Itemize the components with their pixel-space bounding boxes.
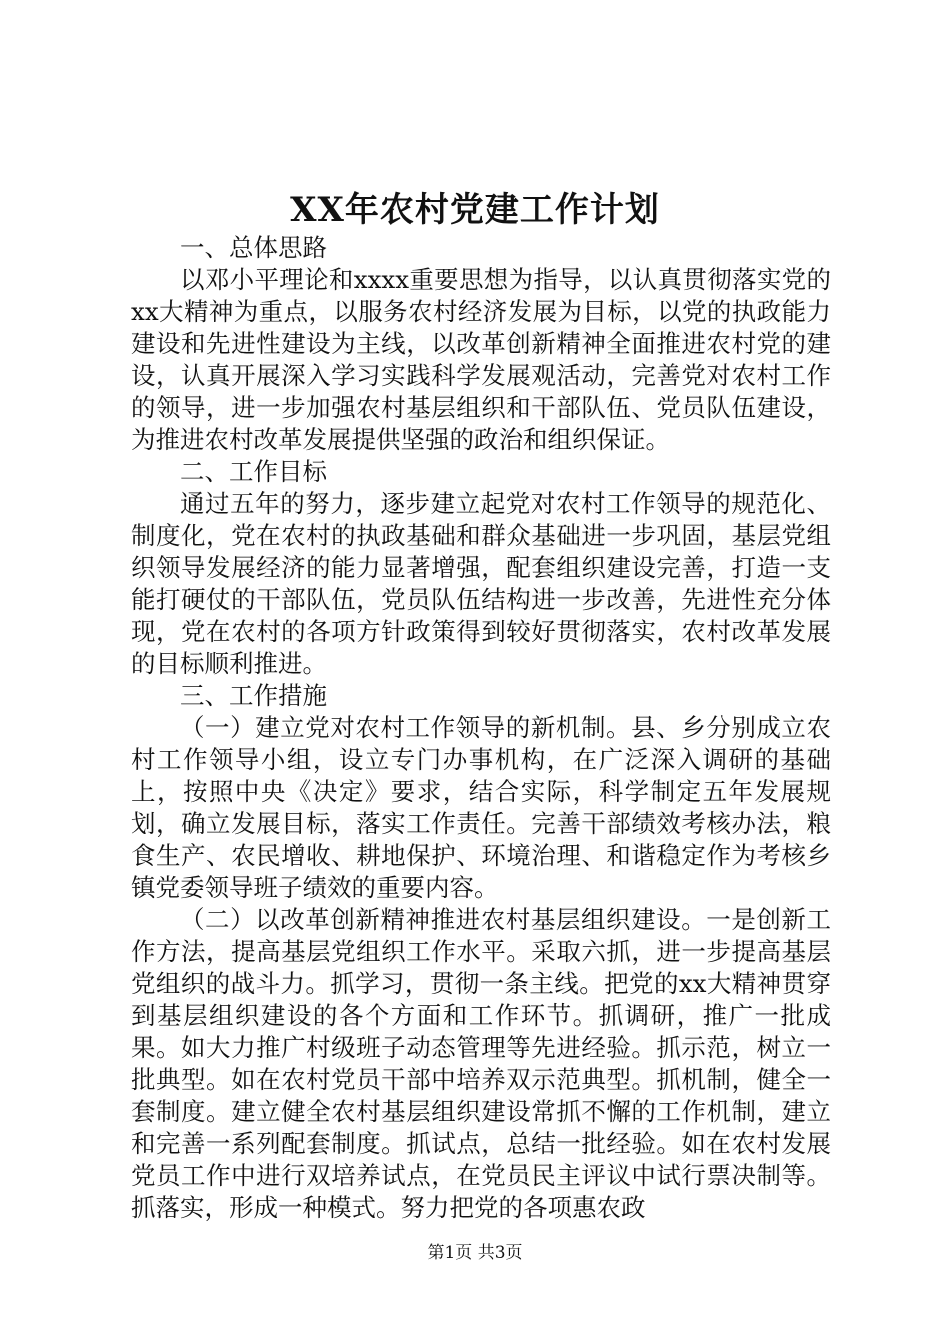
page-footer: 第1页 共3页 bbox=[427, 1243, 523, 1263]
section-heading-1: 一、总体思路 bbox=[180, 233, 327, 262]
paragraph-measure-1: （一）建立党对农村工作领导的新机制。县、乡分别成立农村工作领导小组，设立专门办事机构，在广泛深入调研的基础上，按照中央《决定》要求，结合实际，科学制定五年发展规划，确立发展目标，落实工作责任。完善干部绩效考核办法，粮食生产、农民增收、耕地保护、环境治理、和谐稳定作为考核乡镇党委领导班子绩效的重要内容。 bbox=[131, 713, 831, 902]
document-body bbox=[131, 232, 831, 1224]
paragraph-measure-2: （二）以改革创新精神推进农村基层组织建设。一是创新工作方法，提高基层党组织工作水平。采取六抓，进一步提高基层党组织的战斗力。抓学习，贯彻一条主线。把党的xx大精神贯穿到基层组织建设的各个方面和工作环节。抓调研，推广一批成果。如大力推广村级班子动态管理等先进经验。抓示范，树立一批典型。如在农村党员干部中培养双示范典型。抓机制，健全一套制度。建立健全农村基层组织建设常抓不懈的工作机制，建立和完善一系列配套制度。抓试点，总结一批经验。如在农村发展党员工作中进行双培养试点，在党员民主评议中试行票决制等。抓落实，形成一种模式。努力把党的各项惠农政 bbox=[131, 905, 831, 1222]
paragraph-overall-approach: 以邓小平理论和xxxx重要思想为指导，以认真贯彻落实党的xx大精神为重点，以服务农村经济发展为目标，以党的执政能力建设和先进性建设为主线，以改革创新精神全面推进农村党的建设，认真开展深入学习实践科学发展观活动，完善党对农村工作的领导，进一步加强农村基层组织和干部队伍、党员队伍建设，为推进农村改革发展提供坚强的政治和组织保证。 bbox=[131, 265, 831, 454]
document-title: XX年农村党建工作计划 bbox=[290, 190, 660, 230]
section-heading-2: 二、工作目标 bbox=[180, 457, 327, 486]
section-heading-3: 三、工作措施 bbox=[180, 681, 327, 710]
paragraph-work-goals: 通过五年的努力，逐步建立起党对农村工作领导的规范化、制度化，党在农村的执政基础和群众基础进一步巩固，基层党组织领导发展经济的能力显著增强，配套组织建设完善，打造一支能打硬仗的干部队伍，党员队伍结构进一步改善，先进性充分体现，党在农村的各项方针政策得到较好贯彻落实，农村改革发展的目标顺利推进。 bbox=[131, 489, 831, 678]
